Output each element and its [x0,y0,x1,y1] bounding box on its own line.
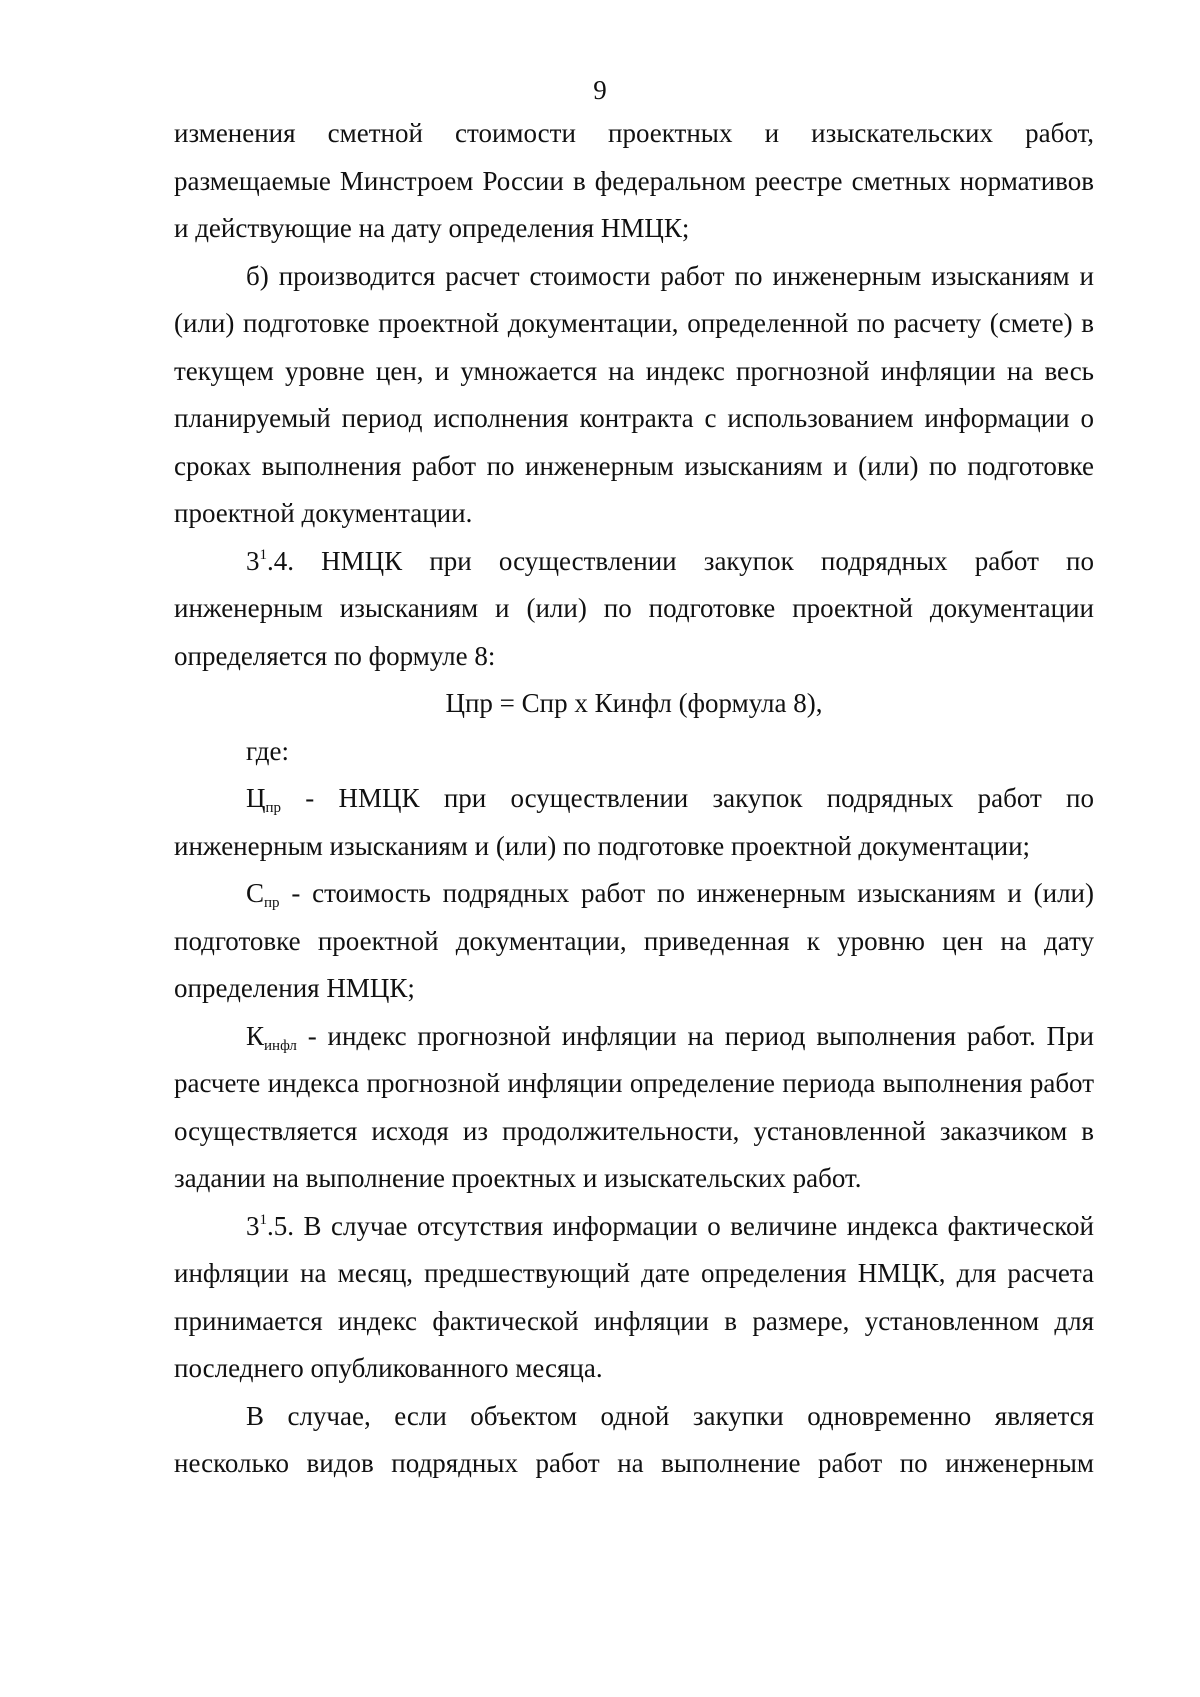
symbol: К [246,1020,265,1051]
paragraph-continuation: изменения сметной стоимости проектных и изыскательских работ, размещаемые Минстроем России в федеральном реестре сметных нормативов и действующие на дату определения НМЦК; [174,118,1094,243]
page-number: 9 [593,75,607,105]
paragraph-3-1-5 [174,1203,1094,1393]
definition-tspr [174,775,1094,870]
paragraph-multiple-works: В случае, если объектом одной закупки одновременно является несколько видов подрядных работ на выполнение работ по инженерным [174,1400,1094,1478]
clause-superscript: 1 [259,1211,267,1228]
definition-text: - индекс прогнозной инфляции на период выполнения работ. При расчете индекса прогнозной инфляции определение периода выполнения работ осуществляется исходя из продолжительности, установленной заказчиком в задании на выполнение проектных и изыскательских работ. [174,1020,1094,1193]
definition-kinfl [174,1013,1094,1203]
clause-text: .4. НМЦК при осуществлении закупок подрядных работ по инженерным изысканиям и (или) по подготовке проектной документации определяется по формуле 8: [174,545,1094,671]
definition-text: - стоимость подрядных работ по инженерным изысканиям и (или) подготовке проектной документации, приведенная к уровню цен на дату определения НМЦК; [174,878,1094,1003]
clause-superscript: 1 [259,546,267,563]
symbol-subscript: пр [265,800,282,816]
where-label: где: [246,735,289,766]
symbol: С [246,878,265,908]
definition-text: - НМЦК при осуществлении закупок подрядных работ по инженерным изысканиям и (или) по подготовке проектной документации; [174,783,1094,861]
symbol-subscript: пр [264,895,280,911]
clause-text: .5. В случае отсутствия информации о величине индекса фактической инфляции на месяц, предшествующий дате определения НМЦК, для расчета принимается индекс фактической инфляции в размере, установленном для последнего опубликованного месяца. [174,1210,1094,1383]
paragraph-3-1-4 [174,538,1094,681]
formula-8: Цпр = Спр х Кинфл (формула 8), [445,688,823,718]
paragraph-item-b: б) производится расчет стоимости работ по инженерным изысканиям и (или) подготовке проектной документации, определенной по расчету (смете) в текущем уровне цен, и умножается на индекс прогнозной инфляции на весь планируемый период исполнения контракта с использованием информации о сроках выполнения работ по инженерным изысканиям и (или) по подготовке проектной документации. [174,260,1094,528]
document-body [174,110,1094,1488]
clause-number: 3 [246,1210,260,1241]
definition-spr [174,870,1094,1013]
symbol: Ц [246,783,266,813]
symbol-subscript: инфл [264,1037,297,1054]
clause-number: 3 [246,545,260,576]
